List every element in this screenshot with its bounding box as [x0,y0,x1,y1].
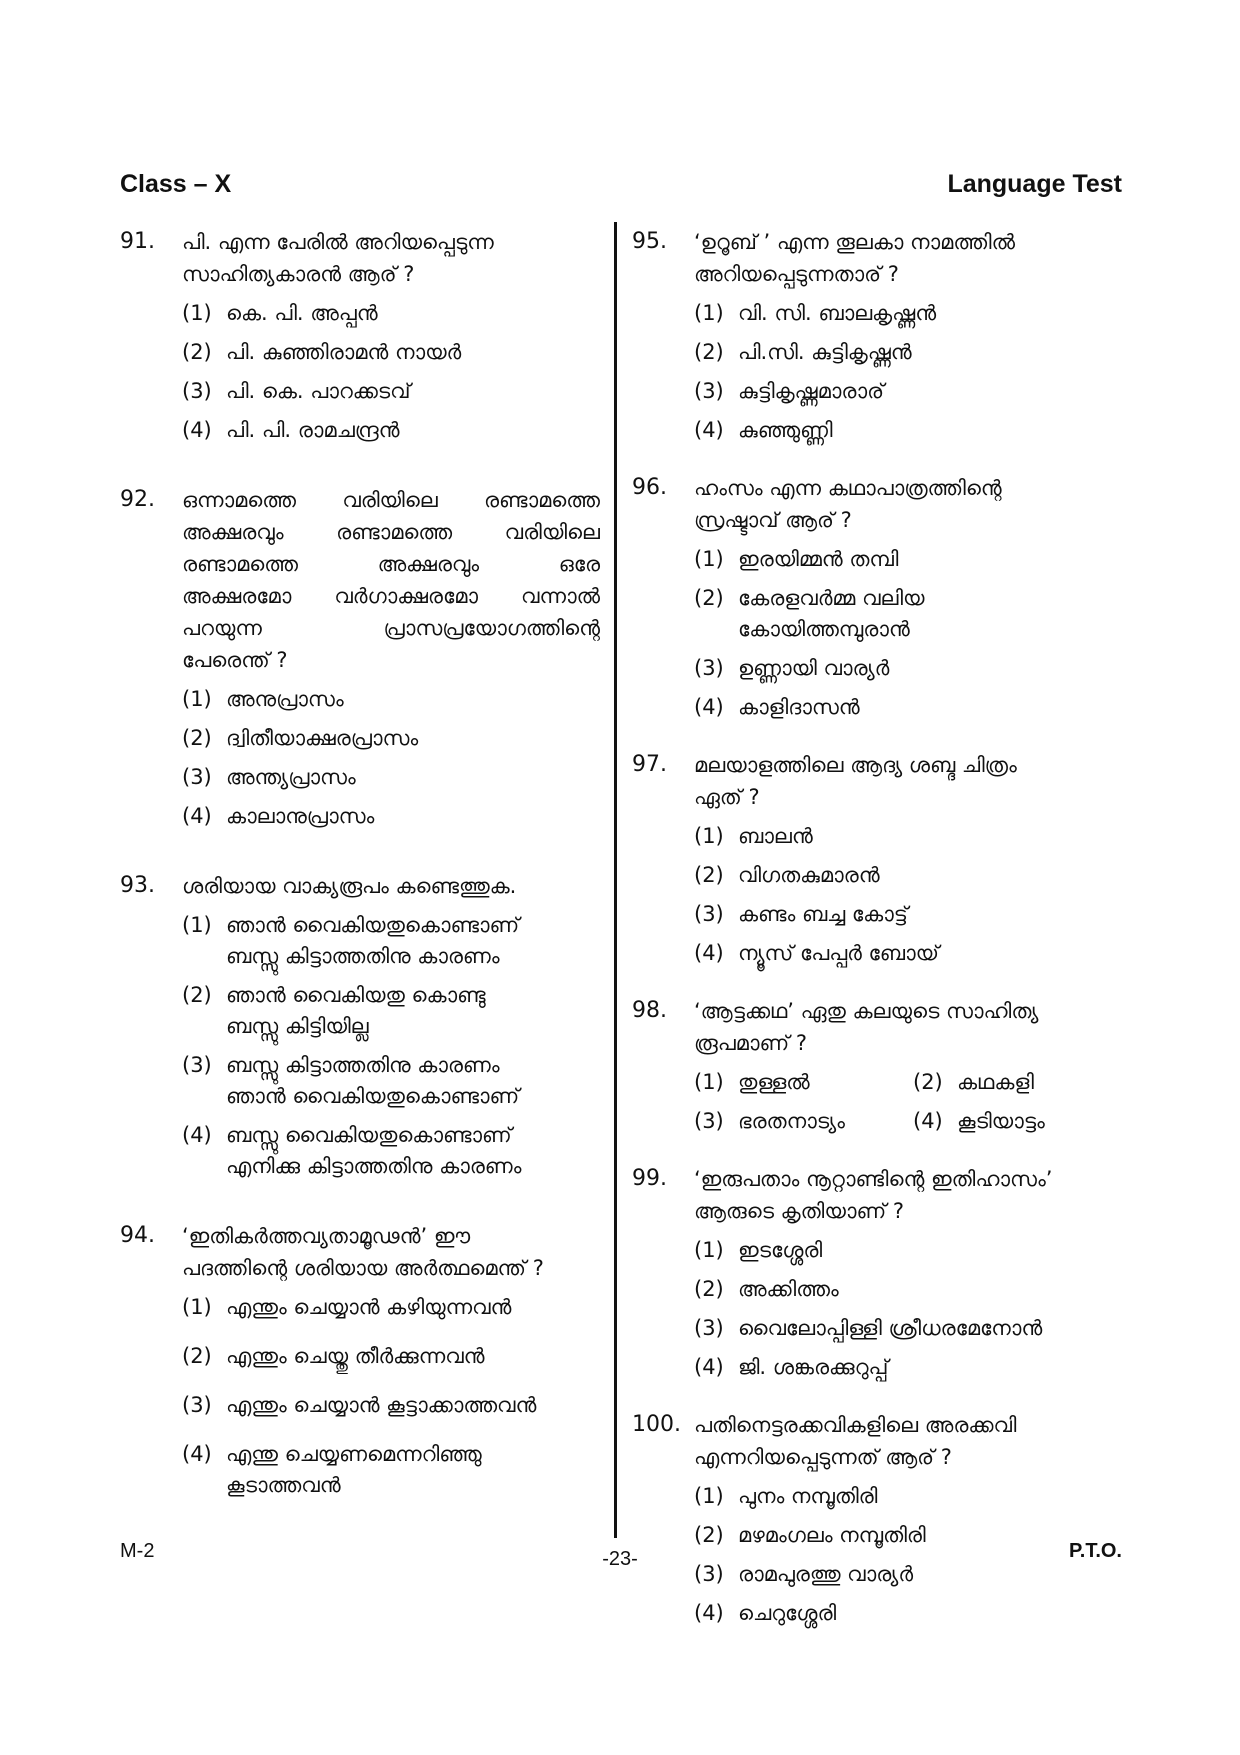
question-body [694,1163,1132,1391]
question-body [182,1220,600,1519]
option-text [226,762,600,793]
option-text [226,1390,600,1421]
option-text [226,910,600,972]
option-text [738,1274,1132,1305]
question-number: 100. [632,1412,681,1437]
options-list [694,1235,1132,1383]
option-text [226,415,600,446]
answer-option [694,860,1132,891]
answer-option [182,1439,600,1501]
option-number: (4) [694,1355,724,1379]
answer-option [694,821,1132,852]
question-line: സാഹിത്യകാരൻ ആര് ? [182,262,415,286]
option-line: ഇരയിമ്മൻ തമ്പി [738,547,899,571]
answer-option [182,1390,600,1421]
option-line: കഥകളി [957,1070,1034,1094]
question-line: ആരുടെ കൃതിയാണ് ? [694,1199,905,1223]
option-text [738,1313,1132,1344]
option-number: (4) [913,1109,943,1133]
answer-option [182,684,600,715]
answer-option [694,583,1132,645]
question-line: പറയുന്ന പ്രാസപ്രയോഗത്തിന്റെ [182,616,600,640]
option-line: പി. കെ. പാറക്കടവ് [226,379,411,403]
answer-option [182,1292,600,1323]
option-text [738,860,1132,891]
options-list [694,298,1132,446]
options-list [694,1067,1132,1145]
options-row [694,1106,1132,1145]
option-text [738,376,1132,407]
answer-option [694,938,1132,969]
option-line: അനുപ്രാസം [226,687,344,711]
option-number: (1) [694,1070,724,1094]
question-line: സ്രഷ്ടാവ് ആര് ? [694,508,852,532]
answer-option [694,1352,1132,1383]
option-number: (3) [694,656,724,680]
option-line: എന്തും ചെയ്തു തീർക്കുന്നവൻ [226,1344,485,1368]
question-number: 95. [632,229,667,254]
question-body [694,1409,1132,1637]
option-text [738,337,1132,368]
options-list [182,298,600,446]
option-number: (2) [913,1070,943,1094]
option-number: (4) [694,695,724,719]
question-line: മലയാളത്തിലെ ആദ്യ ശബ്ദ ചിത്രം [694,753,1017,777]
question-item [120,484,600,840]
options-list [182,1292,600,1501]
option-number: (3) [694,1109,724,1133]
options-list [694,544,1132,723]
option-number: (3) [694,1316,724,1340]
option-text [226,1292,600,1323]
option-number: (3) [694,379,724,403]
option-line: കാലാനുപ്രാസം [226,804,375,828]
option-text [738,1106,913,1137]
option-text [738,692,1132,723]
answer-option [694,1067,913,1098]
question-line: എന്നറിയപ്പെടുന്നത് ആര് ? [694,1445,952,1469]
page-number: -23- [602,1548,638,1570]
answer-option [694,1520,1132,1551]
answer-option [694,1313,1132,1344]
question-line: ‘ആട്ടക്കഥ’ ഏതു കലയുടെ സാഹിത്യ [694,999,1039,1023]
option-number: (4) [182,1123,212,1147]
answer-option [182,910,600,972]
option-line: കോയിത്തമ്പുരാൻ [738,617,910,641]
question-body [694,226,1132,454]
option-text [226,337,600,368]
answer-option [694,544,1132,575]
question-line: പി. എന്ന പേരിൽ അറിയപ്പെടുന്ന [182,230,494,254]
option-line: കൂടാത്തവൻ [226,1473,341,1497]
option-text [226,980,600,1042]
answer-option [694,653,1132,684]
question-text [182,870,600,902]
question-number: 98. [632,998,667,1023]
option-text [226,801,600,832]
option-number: (4) [694,941,724,965]
page-header-class: Class – X [120,170,232,198]
option-line: ന്യൂസ് പേപ്പർ ബോയ് [738,941,940,965]
question-body [694,472,1132,731]
question-text [694,226,1132,290]
option-text [226,298,600,329]
option-text [957,1067,1132,1098]
question-body [182,226,600,454]
question-line: ‘ഇരുപതാം നൂറ്റാണ്ടിന്റെ ഇതിഹാസം’ [694,1167,1053,1191]
option-line: ബാലൻ [738,824,813,848]
option-text [226,723,600,754]
option-number: (1) [694,301,724,325]
option-line: അക്കിത്തം [738,1277,839,1301]
answer-option [182,298,600,329]
question-text [694,1409,1132,1473]
question-line: അക്ഷരവും രണ്ടാമത്തെ വരിയിലെ [182,520,600,544]
question-item [632,995,1132,1145]
answer-option [694,692,1132,723]
question-line: അക്ഷരമോ വർഗാക്ഷരമോ വന്നാൽ [182,584,600,608]
question-text [182,226,600,290]
option-line: കേരളവർമ്മ വലിയ [738,586,925,610]
question-number: 96. [632,475,667,500]
answer-option [694,298,1132,329]
answer-option [182,762,600,793]
option-number: (2) [694,340,724,364]
options-list [694,821,1132,969]
right-column [632,226,1132,1655]
answer-option [913,1106,1132,1137]
question-body [182,484,600,840]
answer-option [182,1120,600,1182]
option-line: എന്തു ചെയ്യണമെന്നറിഞ്ഞു [226,1442,482,1466]
question-item [632,226,1132,454]
answer-option [694,337,1132,368]
question-body [182,870,600,1190]
option-text [738,1352,1132,1383]
question-body [694,995,1132,1145]
question-line: പതിനെട്ടരക്കവികളിലെ അരക്കവി [694,1413,1017,1437]
option-line: ഇടശ്ശേരി [738,1238,823,1262]
option-line: വൈലോപ്പിള്ളി ശ്രീധരമേനോൻ [738,1316,1043,1340]
answer-option [694,1235,1132,1266]
answer-option [694,1106,913,1137]
question-item [120,1220,600,1519]
option-number: (3) [182,1053,212,1077]
option-number: (2) [182,983,212,1007]
option-number: (1) [182,913,212,937]
option-number: (2) [694,863,724,887]
answer-option [694,1481,1132,1512]
question-line: ഒന്നാമത്തെ വരിയിലെ രണ്ടാമത്തെ [182,488,600,512]
option-line: എന്തും ചെയ്യാൻ കഴിയുന്നവൻ [226,1295,512,1319]
option-line: തുള്ളൽ [738,1070,810,1094]
option-number: (2) [182,1344,212,1368]
option-text [226,1439,600,1501]
question-line: ‘ഉറൂബ് ’ എന്ന തൂലകാ നാമത്തിൽ [694,230,1015,254]
option-line: ഞാൻ വൈകിയതുകൊണ്ടാണ് [226,913,520,937]
option-text [738,1481,1132,1512]
question-number: 93. [120,873,155,898]
answer-option [913,1067,1132,1098]
question-number: 91. [120,229,155,254]
option-number: (4) [694,1601,724,1625]
question-line: ഏത് ? [694,785,760,809]
question-number: 92. [120,487,155,512]
option-line: മഴമംഗലം നമ്പൂതിരി [738,1523,926,1547]
option-text [738,653,1132,684]
option-text [738,544,1132,575]
options-list [182,684,600,832]
question-item [632,749,1132,977]
question-line: ഹംസം എന്ന കഥാപാത്രത്തിന്റെ [694,476,1002,500]
page-footer-pto: P.T.O. [1069,1540,1122,1562]
option-number: (4) [182,418,212,442]
option-text [738,821,1132,852]
option-line: ചെറുശ്ശേരി [738,1601,837,1625]
option-number: (1) [182,687,212,711]
option-text [738,1235,1132,1266]
option-line: പി.സി. കുട്ടികൃഷ്ണൻ [738,340,912,364]
question-item [120,870,600,1190]
option-line: വിഗതകുമാരൻ [738,863,880,887]
question-text [182,1220,600,1284]
question-text [182,484,600,676]
option-line: വി. സി. ബാലകൃഷ്ണൻ [738,301,937,325]
option-line: ബസ്സു കിട്ടാത്തതിനു കാരണം [226,944,500,968]
option-line: രാമപുരത്തു വാര്യർ [738,1562,914,1586]
option-text [226,1120,600,1182]
option-line: പുനം നമ്പൂതിരി [738,1484,878,1508]
option-text [738,583,1132,645]
question-text [694,472,1132,536]
question-item [632,1409,1132,1637]
option-line: പി. പി. രാമചന്ദ്രൻ [226,418,400,442]
question-number: 99. [632,1166,667,1191]
option-line: ജി. ശങ്കരക്കുറുപ്പ് [738,1355,889,1379]
option-number: (1) [694,547,724,571]
option-number: (2) [182,340,212,364]
answer-option [694,415,1132,446]
question-line: അറിയപ്പെടുന്നതാര് ? [694,262,899,286]
option-line: കാളിദാസൻ [738,695,860,719]
option-text [738,1598,1132,1629]
option-line: ഞാൻ വൈകിയതു കൊണ്ടു [226,983,486,1007]
option-text [738,298,1132,329]
option-text [226,376,600,407]
answer-option [182,1050,600,1112]
option-number: (2) [694,1277,724,1301]
option-number: (1) [182,1295,212,1319]
option-text [738,899,1132,930]
question-line: രൂപമാണ് ? [694,1031,808,1055]
option-number: (3) [182,1393,212,1417]
page-header-subject: Language Test [947,170,1122,198]
answer-option [694,376,1132,407]
option-number: (4) [694,418,724,442]
option-text [738,415,1132,446]
option-line: കെ. പി. അപ്പൻ [226,301,378,325]
option-line: എന്തും ചെയ്യാൻ കൂട്ടാക്കാത്തവൻ [226,1393,537,1417]
option-number: (1) [694,1238,724,1262]
options-list [182,910,600,1182]
option-line: ബസ്സു വൈകിയതുകൊണ്ടാണ് [226,1123,512,1147]
option-number: (1) [182,301,212,325]
answer-option [182,376,600,407]
option-line: പി. കുഞ്ഞിരാമൻ നായർ [226,340,462,364]
options-row [694,1067,1132,1106]
answer-option [694,899,1132,930]
question-number: 97. [632,752,667,777]
question-text [694,995,1132,1059]
option-number: (3) [694,1562,724,1586]
option-text [738,1067,913,1098]
question-line: ‘ഇതികർത്തവ്യതാമൂഢൻ’ ഈ [182,1224,471,1248]
option-number: (2) [182,726,212,750]
option-number: (1) [694,1484,724,1508]
option-number: (3) [182,379,212,403]
column-divider [614,222,617,1538]
question-number: 94. [120,1223,155,1248]
question-item [632,472,1132,731]
answer-option [182,337,600,368]
option-line: എനിക്കു കിട്ടാത്തതിനു കാരണം [226,1154,522,1178]
option-number: (1) [694,824,724,848]
answer-option [694,1274,1132,1305]
answer-option [182,801,600,832]
option-line: ഭരതനാട്യം [738,1109,845,1133]
option-line: കണ്ടം ബച്ച കോട്ട് [738,902,908,926]
option-line: ദ്വിതീയാക്ഷരപ്രാസം [226,726,419,750]
left-column [120,226,600,1549]
question-text [694,749,1132,813]
answer-option [182,1341,600,1372]
option-number: (4) [182,1442,212,1466]
question-line: പേരെന്ത് ? [182,648,288,672]
question-line: രണ്ടാമത്തെ അക്ഷരവും ഒരേ [182,552,600,576]
option-text [957,1106,1132,1137]
option-line: കുഞ്ഞുണ്ണി [738,418,833,442]
answer-option [182,415,600,446]
option-text [226,1050,600,1112]
question-line: ശരിയായ വാക്യരൂപം കണ്ടെത്തുക. [182,874,517,898]
option-text [738,938,1132,969]
option-line: ബസ്സു കിട്ടാത്തതിനു കാരണം [226,1053,500,1077]
question-item [120,226,600,454]
option-line: ഉണ്ണായി വാര്യർ [738,656,890,680]
option-number: (2) [694,1523,724,1547]
option-line: അന്ത്യപ്രാസം [226,765,356,789]
question-body [694,749,1132,977]
option-text [226,684,600,715]
option-number: (2) [694,586,724,610]
option-number: (4) [182,804,212,828]
question-text [694,1163,1132,1227]
option-line: കുട്ടികൃഷ്ണമാരാര് [738,379,885,403]
option-line: കൂടിയാട്ടം [957,1109,1045,1133]
answer-option [182,980,600,1042]
option-text [226,1341,600,1372]
question-item [632,1163,1132,1391]
answer-option [694,1598,1132,1629]
option-line: ബസ്സു കിട്ടിയില്ല [226,1014,369,1038]
answer-option [182,723,600,754]
option-number: (3) [694,902,724,926]
option-line: ഞാൻ വൈകിയതുകൊണ്ടാണ് [226,1084,520,1108]
option-number: (3) [182,765,212,789]
question-line: പദത്തിന്റെ ശരിയായ അർത്ഥമെന്ത് ? [182,1256,544,1280]
page-footer-code: M-2 [120,1540,155,1562]
